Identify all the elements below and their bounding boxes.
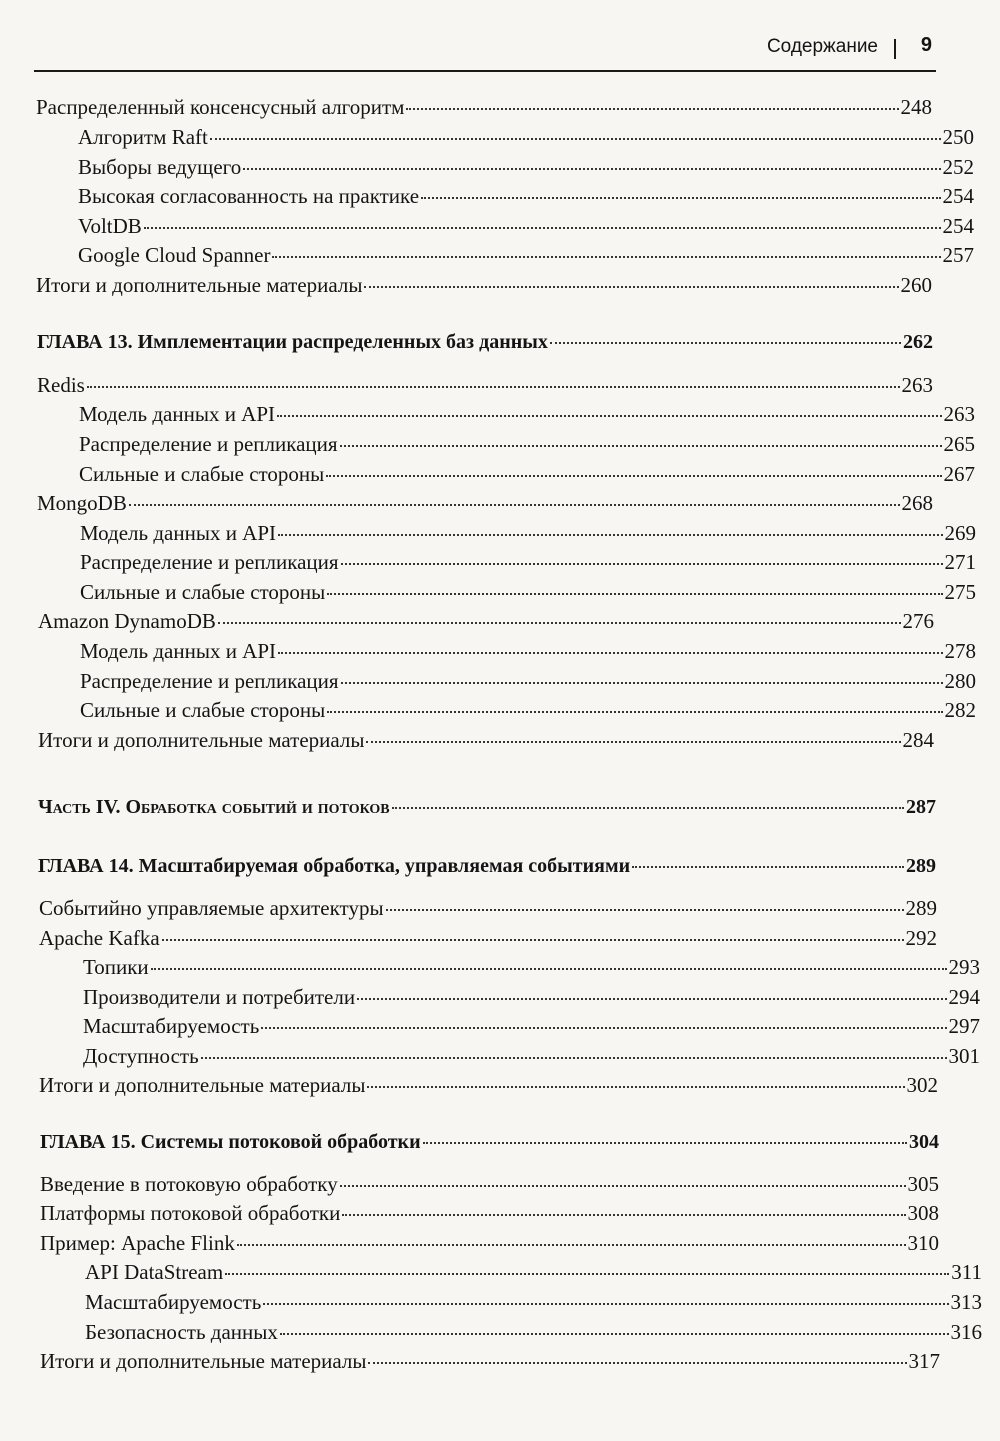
toc-entry: Google Cloud Spanner 257 xyxy=(78,243,974,267)
toc-entry: Событийно управляемые архитектуры 289 xyxy=(39,896,937,920)
toc-entry: Итоги и дополнительные материалы 317 xyxy=(40,1349,940,1373)
toc-entry: MongoDB 268 xyxy=(37,491,933,515)
toc-entry: Высокая согласованность на практике 254 xyxy=(78,184,974,208)
toc-entry: Пример: Apache Flink 310 xyxy=(40,1231,939,1255)
toc-entry: VoltDB 254 xyxy=(78,214,974,238)
toc-chapter: ГЛАВА 13. Имплементации распределенных баз данных 262 xyxy=(37,331,933,353)
toc-entry: Безопасность данных 316 xyxy=(85,1320,982,1344)
toc-entry: Модель данных и API 263 xyxy=(79,402,975,426)
toc-entry: Распределение и репликация 280 xyxy=(80,669,976,693)
toc-entry: Топики 293 xyxy=(83,955,980,979)
toc-entry: Apache Kafka 292 xyxy=(39,926,937,950)
toc-entry: Производители и потребители 294 xyxy=(83,985,980,1009)
toc-entry: Redis 263 xyxy=(37,373,933,397)
toc-entry: Сильные и слабые стороны 275 xyxy=(80,580,976,604)
toc-chapter: ГЛАВА 15. Системы потоковой обработки 304 xyxy=(40,1131,939,1153)
toc-entry: Распределение и репликация 271 xyxy=(80,550,976,574)
toc-chapter: ГЛАВА 14. Масштабируемая обработка, управляемая событиями 289 xyxy=(38,855,936,877)
toc-entry: Итоги и дополнительные материалы 260 xyxy=(36,273,932,297)
toc-entry: Платформы потоковой обработки 308 xyxy=(40,1201,939,1225)
toc-entry: Распределенный консенсусный алгоритм 248 xyxy=(36,95,932,119)
toc-entry: API DataStream 311 xyxy=(85,1260,982,1284)
header-page-number: 9 xyxy=(920,34,932,56)
toc-entry: Модель данных и API 278 xyxy=(80,639,976,663)
toc-entry: Amazon DynamoDB 276 xyxy=(38,609,934,633)
toc-entry: Итоги и дополнительные материалы 302 xyxy=(39,1073,938,1097)
toc-entry: Итоги и дополнительные материалы 284 xyxy=(38,728,934,752)
toc-entry: Модель данных и API 269 xyxy=(80,521,976,545)
toc-part: Часть IV. Обработка событий и потоков 287 xyxy=(38,796,936,818)
header-title: Содержание xyxy=(766,36,878,57)
toc-entry: Доступность 301 xyxy=(83,1044,980,1068)
toc-entry: Сильные и слабые стороны 282 xyxy=(80,698,976,722)
toc-entry: Алгоритм Raft 250 xyxy=(78,125,974,149)
toc-entry: Масштабируемость 297 xyxy=(83,1014,980,1038)
toc-entry: Масштабируемость 313 xyxy=(85,1290,982,1314)
toc-entry: Выборы ведущего 252 xyxy=(78,155,974,179)
toc-entry: Введение в потоковую обработку 305 xyxy=(40,1172,939,1196)
toc-entry: Распределение и репликация 265 xyxy=(79,432,975,456)
toc-entry: Сильные и слабые стороны 267 xyxy=(79,462,975,486)
